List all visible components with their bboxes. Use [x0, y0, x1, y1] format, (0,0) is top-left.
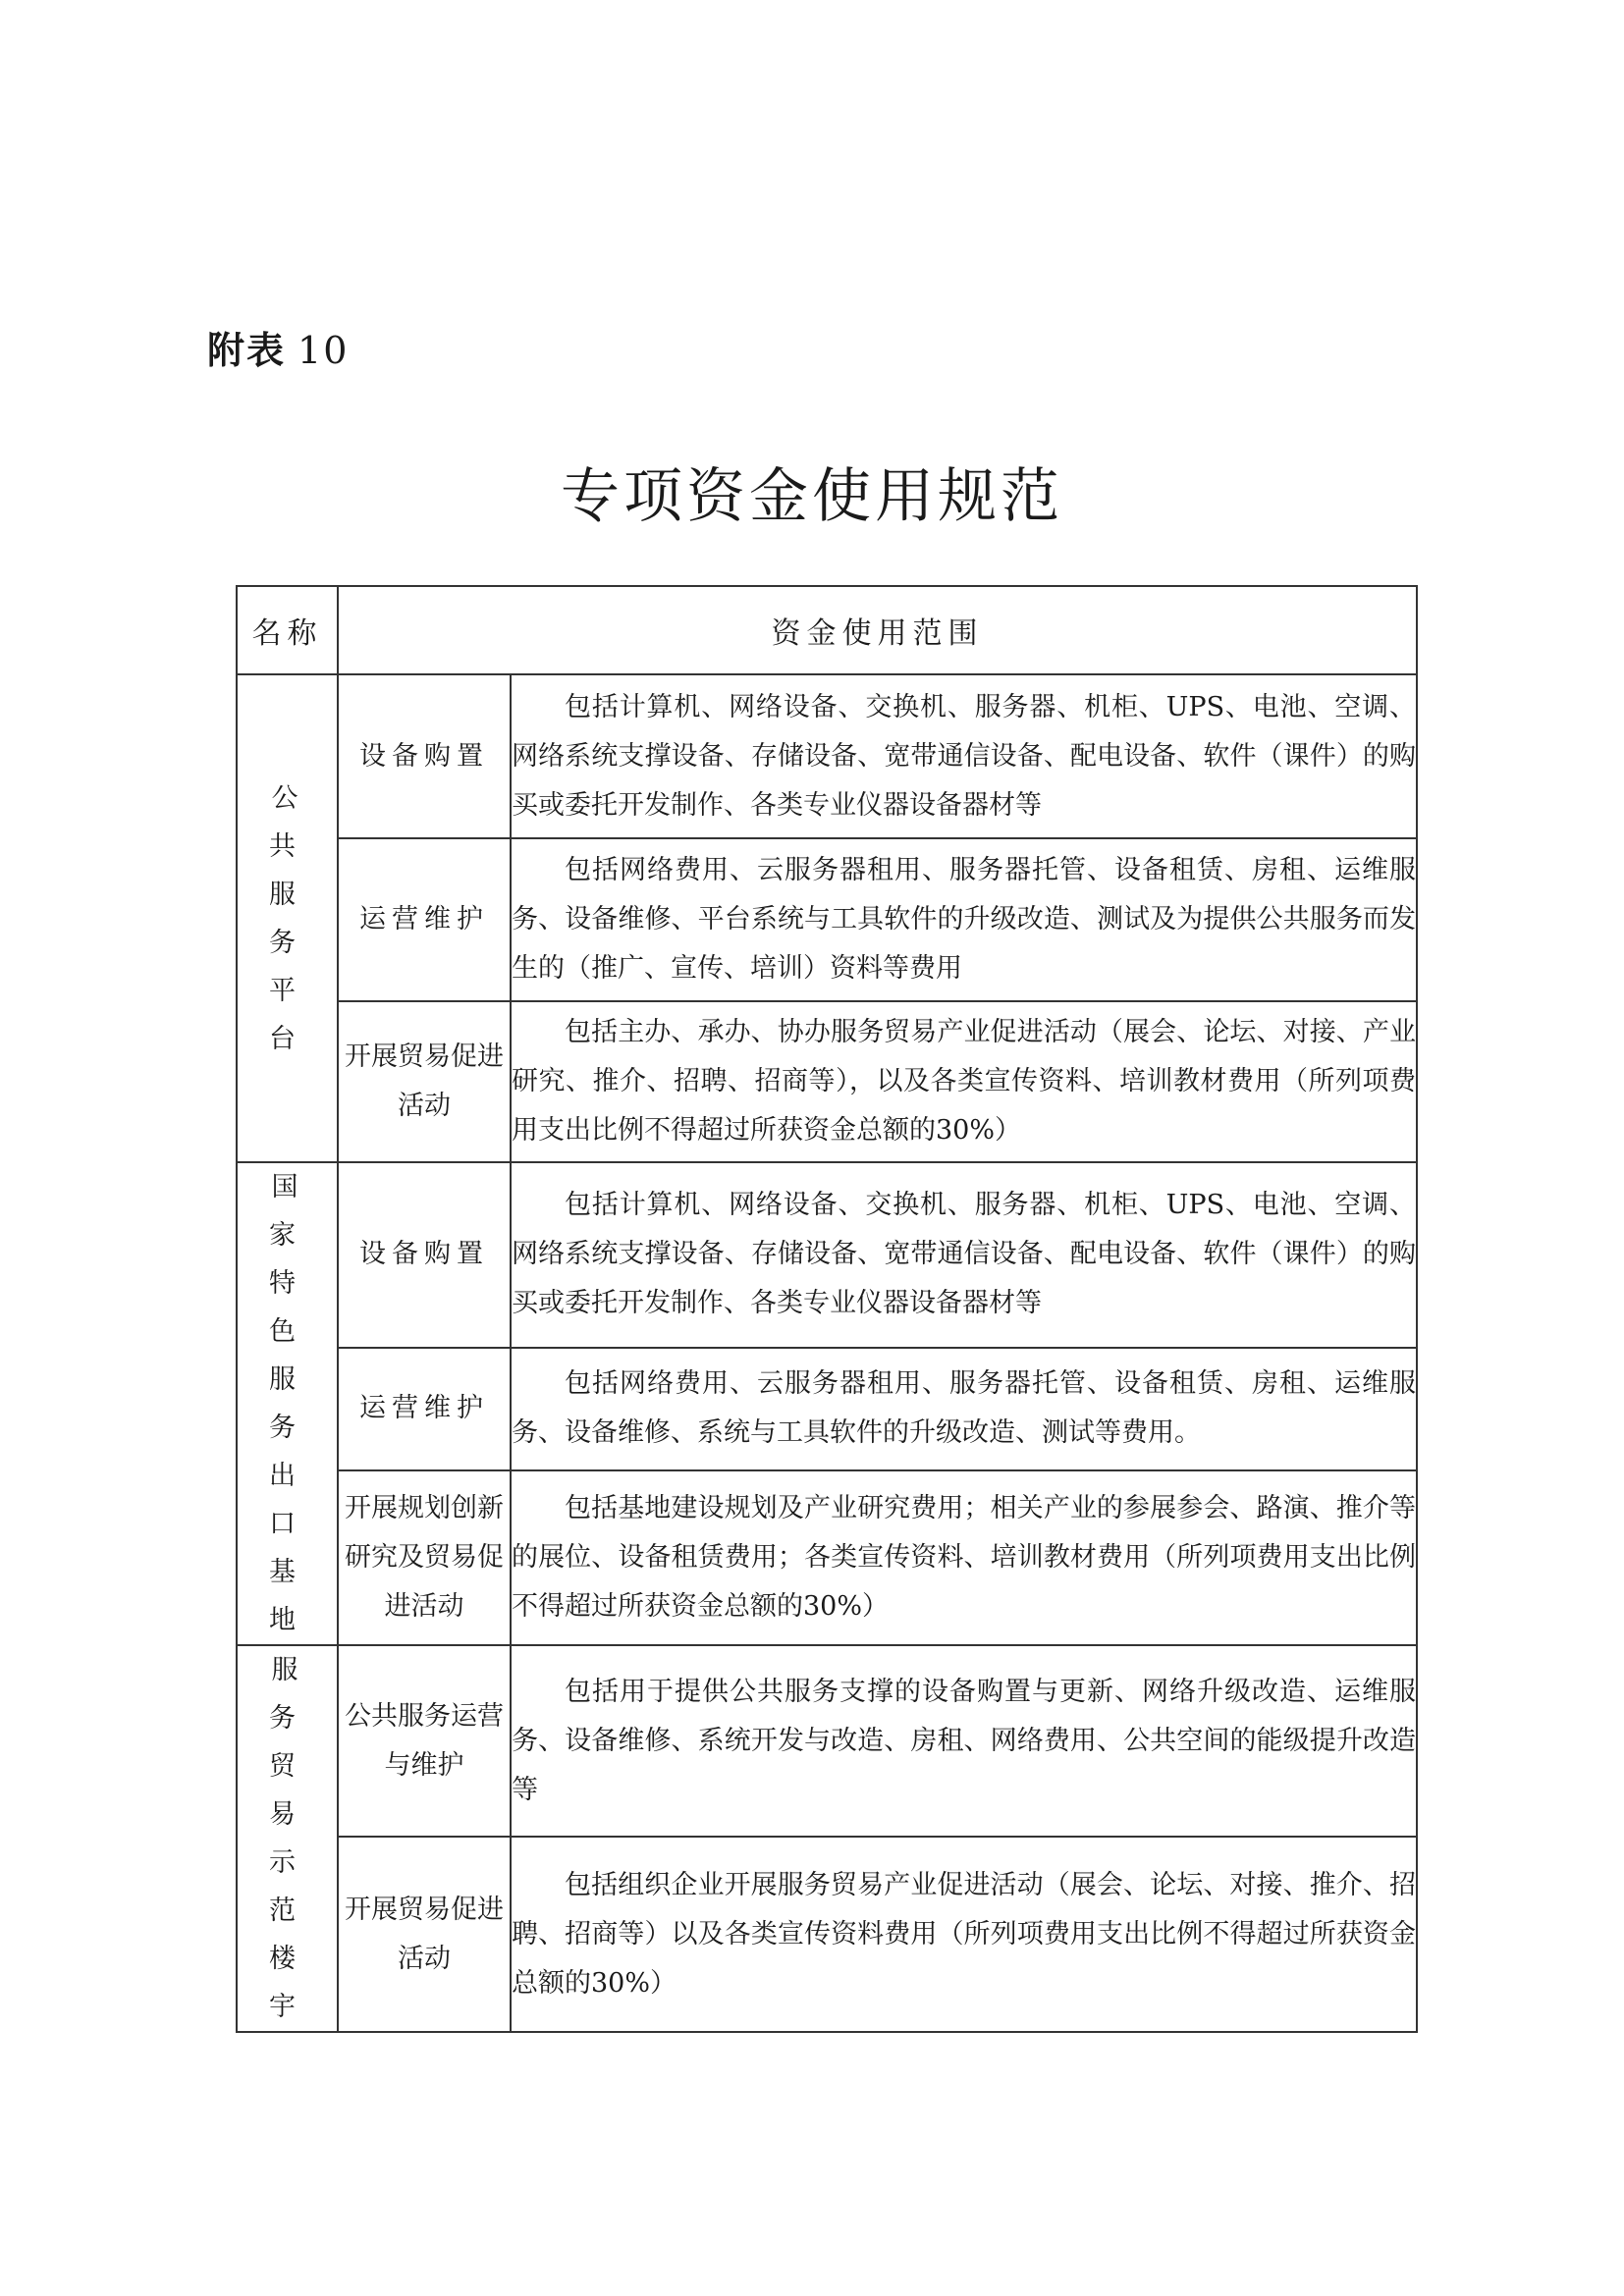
item-cell: 运营维护 [338, 1348, 511, 1470]
category-cell [237, 1645, 338, 2032]
header-scope: 资金使用范围 [338, 586, 1417, 674]
category-cell [237, 1162, 338, 1645]
item-cell: 开展规划创新研究及贸易促进活动 [338, 1470, 511, 1645]
table-row [237, 674, 1417, 838]
document-title: 专项资金使用规范 [561, 462, 1063, 531]
scope-cell: 包括主办、承办、协办服务贸易产业促进活动（展会、论坛、对接、产业研究、推介、招聘、招商等），以及各类宣传资料、培训教材费用（所列项费用支出比例不得超过所获资金总额的30%） [511, 1001, 1417, 1162]
attachment-number: 10 [298, 329, 350, 372]
category-label: 服务贸易示范楼宇 [269, 1655, 308, 2022]
item-cell: 运营维护 [338, 838, 511, 1001]
category-cell [237, 674, 338, 1162]
table-header-row [237, 586, 1417, 674]
item-cell: 开展贸易促进活动 [338, 1837, 511, 2032]
scope-cell: 包括网络费用、云服务器租用、服务器托管、设备租赁、房租、运维服务、设备维修、平台系统与工具软件的升级改造、测试及为提供公共服务而发生的（推广、宣传、培训）资料等费用 [511, 838, 1417, 1001]
table-row [237, 1837, 1417, 2032]
table-row [237, 1645, 1417, 1837]
scope-cell: 包括基地建设规划及产业研究费用；相关产业的参展参会、路演、推介等的展位、设备租赁费用；各类宣传资料、培训教材费用（所列项费用支出比例不得超过所获资金总额的30%） [511, 1470, 1417, 1645]
scope-cell: 包括计算机、网络设备、交换机、服务器、机柜、UPS、电池、空调、网络系统支撑设备、存储设备、宽带通信设备、配电设备、软件（课件）的购买或委托开发制作、各类专业仪器设备器材等 [511, 674, 1417, 838]
table-row [237, 838, 1417, 1001]
attachment-label [207, 320, 349, 374]
item-cell: 设备购置 [338, 1162, 511, 1348]
scope-cell: 包括用于提供公共服务支撑的设备购置与更新、网络升级改造、运维服务、设备维修、系统开发与改造、房租、网络费用、公共空间的能级提升改造等 [511, 1645, 1417, 1837]
table-row [237, 1348, 1417, 1470]
item-cell: 设备购置 [338, 674, 511, 838]
header-name: 名称 [237, 586, 338, 674]
category-label: 国家特色服务出口基地 [269, 1172, 308, 1635]
table-row [237, 1470, 1417, 1645]
scope-cell: 包括计算机、网络设备、交换机、服务器、机柜、UPS、电池、空调、网络系统支撑设备、存储设备、宽带通信设备、配电设备、软件（课件）的购买或委托开发制作、各类专业仪器设备器材等 [511, 1162, 1417, 1348]
attachment-label-text: 附表 [207, 329, 287, 372]
fund-usage-table [236, 585, 1418, 2033]
item-cell: 公共服务运营与维护 [338, 1645, 511, 1837]
table-row [237, 1162, 1417, 1348]
table-row [237, 1001, 1417, 1162]
category-label: 公共服务平台 [269, 782, 308, 1054]
scope-cell: 包括网络费用、云服务器租用、服务器托管、设备租赁、房租、运维服务、设备维修、系统与工具软件的升级改造、测试等费用。 [511, 1348, 1417, 1470]
scope-cell: 包括组织企业开展服务贸易产业促进活动（展会、论坛、对接、推介、招聘、招商等）以及各类宣传资料费用（所列项费用支出比例不得超过所获资金总额的30%） [511, 1837, 1417, 2032]
item-cell: 开展贸易促进活动 [338, 1001, 511, 1162]
